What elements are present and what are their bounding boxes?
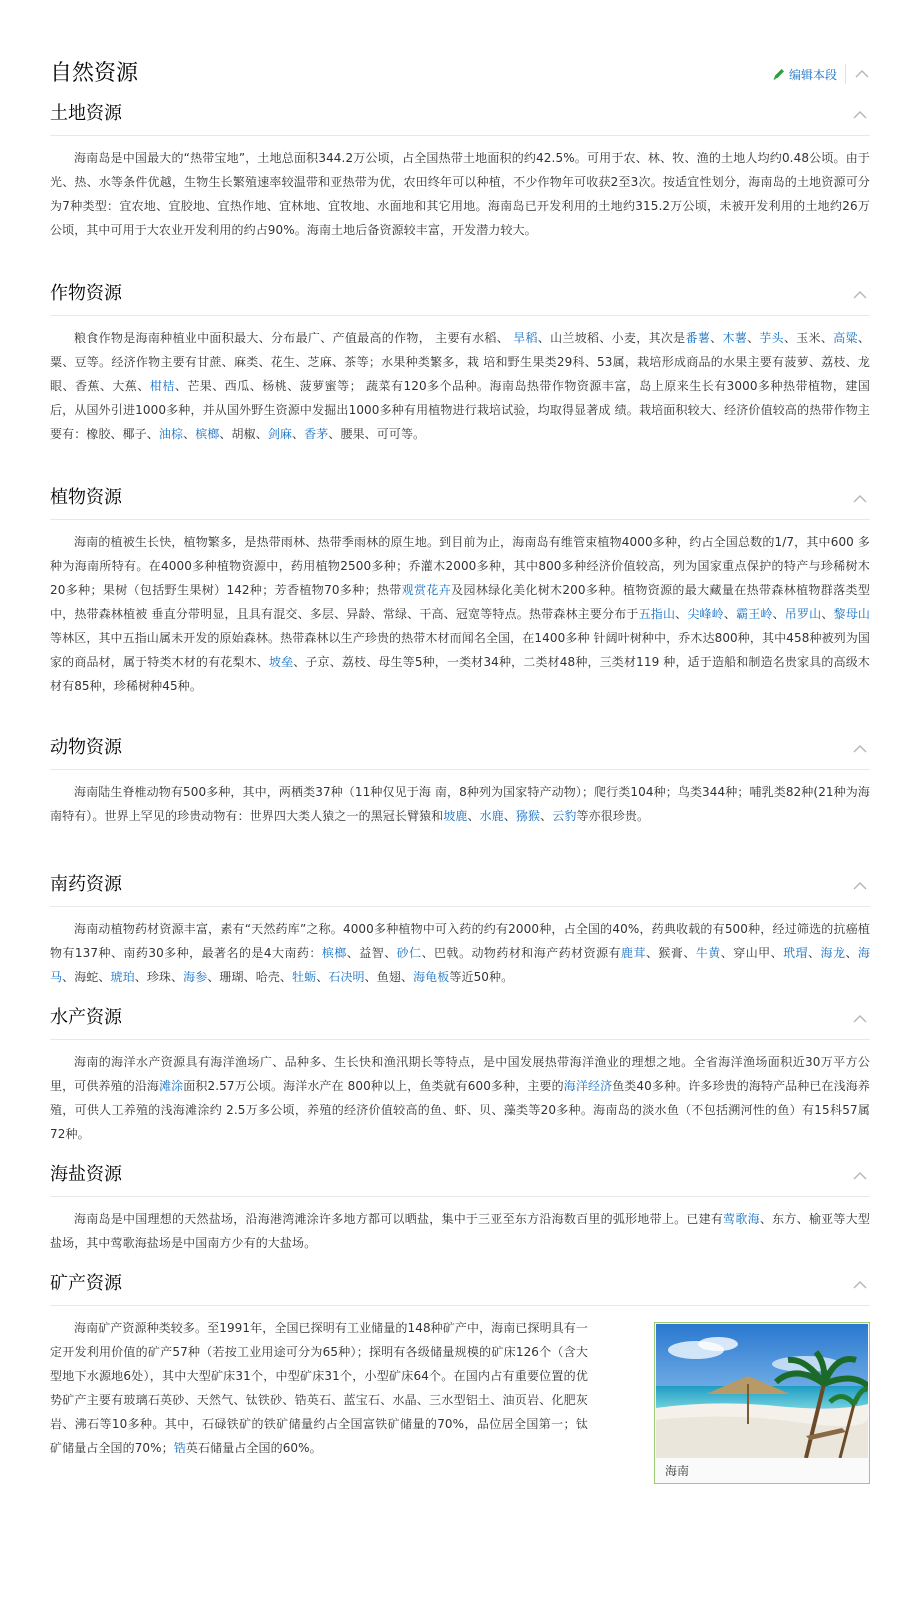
beach-photo[interactable]: [656, 1324, 868, 1458]
inline-link[interactable]: 柑桔: [149, 379, 175, 393]
collapse-chevron-up-icon[interactable]: [852, 1277, 868, 1293]
inline-link[interactable]: 牛黄: [695, 946, 721, 960]
paragraph-text: 鱼类40多种。许多珍贵的海特产品种已在浅海养殖，可供人工养殖的浅海滩涂约 2.5万多公顷，养殖的经济价值较高的鱼、虾、贝、藻类等20多种。海南岛的淡水鱼（不包括溯河性的鱼）有15科57属72种。: [50, 1079, 870, 1141]
paragraph-text: 粮食作物是海南种植业中面积最大、分布最广、产值最高的作物， 主要有水稻、: [74, 331, 514, 345]
paragraph-text: 海南陆生脊椎动物有500多种，其中，两栖类37种（11种仅见于海 南，8种列为国家特产动物）；爬行类104种；鸟类344种；哺乳类82种(21种为海 南特有）。世界上罕见的珍贵动物有：世界四大类人猿之一的黑冠长臂猿和: [50, 785, 870, 823]
page-title: 自然资源: [50, 61, 139, 86]
section-header: [50, 97, 870, 136]
paragraph-text: 面积2.57万公顷。海洋水产在 800种以上，鱼类就有600多种，主要的: [183, 1079, 564, 1093]
inline-link[interactable]: 木薯: [722, 331, 748, 345]
paragraph-text: 等亦很珍贵。: [576, 809, 650, 823]
inline-link[interactable]: 尖峰岭: [687, 607, 724, 621]
paragraph-text: 、: [747, 331, 760, 345]
paragraph-text: 海南岛是中国理想的天然盐场，沿海港湾滩涂许多地方都可以晒盐，集中于三亚至东方沿海数百里的弧形地带上。已建有: [74, 1212, 724, 1226]
inline-link[interactable]: 观赏花卉: [401, 583, 452, 597]
inline-link[interactable]: 油棕: [158, 427, 184, 441]
inline-link[interactable]: 滩涂: [159, 1079, 184, 1093]
section-paragraph: [50, 770, 870, 828]
inline-link[interactable]: 五指山: [638, 607, 676, 621]
image-caption: 海南: [665, 1464, 690, 1478]
section-minerals: [50, 1267, 870, 1484]
collapse-chevron-up-icon[interactable]: [852, 1168, 868, 1184]
paragraph-text: 、东方、榆亚等大型盐场，其中莺歌海盐场是中国南方少有的大盐场。: [50, 1212, 870, 1250]
paragraph-text: 、: [821, 607, 834, 621]
section-title: 南药资源: [50, 874, 122, 895]
section-medicine: [50, 868, 870, 989]
section-title: 矿产资源: [50, 1273, 122, 1294]
divider: [845, 64, 846, 84]
paragraph-text: 海南的植被生长快，植物繁多，是热带雨林、热带季雨林的原生地。到目前为止，海南岛有维管束植物4000多种，约占全国总数的1/7，其中600 多种为海南所特有。在4000多种植物资源中，药用植物2500多种；乔灌木2000多种，其中800多种经济价值较高，列为国家重点保护的特产与珍稀树木20多种；果树（包括野生果树）142种；芳香植物70多种；热带: [50, 535, 870, 597]
paragraph-text: 、珍珠、: [134, 970, 184, 984]
paragraph-text: 等林区，其中五指山属未开发的原始森林。热带森林以生产珍贵的热带木材而闻名全国，在1400多种 针阔叶树种中，乔木达800种，其中458种被列为国家的商品材，属于特类木材的有花梨木、: [50, 631, 870, 669]
section-paragraph: [50, 520, 870, 698]
collapse-chevron-up-icon[interactable]: [852, 1011, 868, 1027]
section-paragraph: [50, 316, 870, 446]
section-header: [50, 868, 870, 907]
collapse-chevron-up-icon[interactable]: [852, 491, 868, 507]
paragraph-text: 、: [292, 427, 305, 441]
inline-link[interactable]: 槟榔: [195, 427, 220, 441]
section-crops: [50, 277, 870, 446]
section-aquatic: [50, 1001, 870, 1146]
section-paragraph: [50, 907, 870, 989]
edit-group: [772, 63, 870, 85]
paragraph-text: 、腰果、可可等。: [328, 427, 426, 441]
paragraph-text: 、: [316, 970, 329, 984]
paragraph-text: 、玉米、: [784, 331, 834, 345]
paragraph-text: 、: [467, 809, 480, 823]
inline-link[interactable]: 莺歌海: [723, 1212, 760, 1226]
inline-link[interactable]: 猕猴: [515, 809, 541, 823]
inline-link[interactable]: 海龙: [820, 946, 846, 960]
section-header: [50, 1001, 870, 1040]
section-paragraph: [50, 1197, 870, 1255]
paragraph-text: 、: [772, 607, 785, 621]
inline-link[interactable]: 水鹿: [479, 809, 504, 823]
paragraph-text: 、珊瑚、哈壳、: [207, 970, 293, 984]
paragraph-text: 及园林绿化美化树木200多种。植物资源的最大藏量在热带森林植物群落类型中，热带森林植被 垂直分带明显，且具有混交、多层、异龄、常绿、干高、冠宽等特点。热带森林主要分布于: [50, 583, 870, 621]
inline-link[interactable]: 吊罗山: [784, 607, 822, 621]
collapse-chevron-up-icon[interactable]: [852, 107, 868, 123]
section-title: 植物资源: [50, 487, 122, 508]
paragraph-text: 、: [808, 946, 821, 960]
section-animals: [50, 731, 870, 828]
edit-section-label: 编辑本段: [788, 67, 837, 82]
section-header: [50, 481, 870, 520]
inline-link[interactable]: 云豹: [552, 809, 577, 823]
inline-link[interactable]: 坡垒: [268, 655, 294, 669]
paragraph-text: 、穿山甲、: [720, 946, 784, 960]
inline-link[interactable]: 琥珀: [110, 970, 135, 984]
collapse-chevron-up-icon[interactable]: [852, 741, 868, 757]
collapse-chevron-up-icon[interactable]: [852, 287, 868, 303]
inline-link[interactable]: 槟榔: [321, 946, 347, 960]
collapse-all-chevron-up-icon[interactable]: [854, 66, 870, 82]
paragraph-text: 、巴戟。动物药材和海产药材资源有: [421, 946, 622, 960]
inline-link[interactable]: 砂仁: [396, 946, 422, 960]
pencil-icon: [772, 67, 786, 81]
inline-link[interactable]: 香茅: [304, 427, 329, 441]
image-card[interactable]: [654, 1322, 870, 1484]
paragraph-text: 海南动植物药材资源丰富，素有“天然药库”之称。4000多种植物中可入药的约有2000种，占全国的40%，药典收载的有500种，经过筛选的抗癌植物有137种、南药30多种，最著名的是4大南药：: [50, 922, 870, 960]
section-header: [50, 1158, 870, 1197]
paragraph-text: 、: [675, 607, 688, 621]
paragraph-text: 、子京、荔枝、母生等5种，一类材34种，二类材48种，三类材119 种，适于造船和制造名贵家具的高级木材有85种，珍稀树种45种。: [50, 655, 870, 693]
main-header: [50, 56, 870, 92]
paragraph-text: 、胡椒、: [219, 427, 268, 441]
section-header: [50, 277, 870, 316]
inline-link[interactable]: 玳瑁: [783, 946, 809, 960]
inline-link[interactable]: 锆: [173, 1441, 186, 1455]
paragraph-text: 、: [710, 331, 723, 345]
paragraph-text: 、: [503, 809, 516, 823]
paragraph-text: 、山兰坡稻、小麦，其次是: [537, 331, 686, 345]
paragraph-text: 、鱼翅、: [364, 970, 414, 984]
inline-link[interactable]: 高粱: [833, 331, 858, 345]
section-plants: [50, 481, 870, 698]
paragraph-text: 、: [845, 946, 858, 960]
section-header: [50, 1267, 870, 1306]
paragraph-text: 、芒果、西瓜、杨桃、菠萝蜜等； 蔬菜有120多个品种。海南岛热带作物资源丰富，岛上原来生长有3000多种热带植物，建国后，从国外引进1000多种，并从国外野生资源中发掘出1000多种有用植物进行栽培试验，均取得显著成 绩。栽培面积较大、经济价值较高的热带作物主要有：橡胶、椰子、: [50, 379, 870, 441]
paragraph-text: 英石储量占全国的60%。: [185, 1441, 322, 1455]
paragraph-text: 、猴膏、: [645, 946, 696, 960]
paragraph-text: 海南矿产资源种类较多。至1991年，全国已探明有工业储量的148种矿产中，海南已探明具有一定开发利用价值的矿产57种（若按工业用途可分为65种）；探明有各级储量规模的矿床126个（含大型地下水源地6处），其中大型矿床31个，中型矿床31个，小型矿床64个。在国内占有重要位置的优势矿产主要有玻璃石英砂、天然气、钛铁砂、锆英石、蓝宝石、水晶、三水型铝土、油页岩、化肥灰岩、沸石等10多种。其中，石碌铁矿的铁矿储量约占全国富铁矿储量的70%，品位居全国第一；钛矿储量占全国的70%；: [50, 1321, 588, 1455]
section-title: 动物资源: [50, 737, 122, 758]
section-title: 水产资源: [50, 1007, 122, 1028]
section-land: [50, 97, 870, 242]
inline-link[interactable]: 番薯: [685, 331, 711, 345]
section-title: 作物资源: [50, 283, 122, 304]
paragraph-text: 、海蛇、: [62, 970, 111, 984]
inline-link[interactable]: 海马: [50, 946, 871, 984]
section-title: 海盐资源: [50, 1164, 122, 1185]
inline-link[interactable]: 旱稻: [513, 331, 538, 345]
inline-link[interactable]: 霸王岭: [736, 607, 773, 621]
inline-link[interactable]: 鹿茸: [621, 946, 646, 960]
section-title: 土地资源: [50, 103, 122, 124]
paragraph-text: 、: [183, 427, 196, 441]
inline-link[interactable]: 剑麻: [267, 427, 293, 441]
inline-link[interactable]: 海洋经济: [563, 1079, 613, 1093]
inline-link[interactable]: 海龟板: [413, 970, 450, 984]
paragraph-text: 、: [723, 607, 737, 621]
paragraph-text: 等近50种。: [449, 970, 514, 984]
paragraph-text: 海南岛是中国最大的“热带宝地”，土地总面积344.2万公顷，占全国热带土地面积的约42.5%。可用于农、林、牧、渔的土地人均约0.48公顷。由于光、热、水等条件优越，生物生长繁殖速率较温带和亚热带为优，农田终年可以种植，不少作物年可收获2至3次。按适宜性划分，海南岛的土地资源可分为7种类型：宜农地、宜胶地、宜热作地、宜林地、宜牧地、水面地和其它用地。海南岛已开发利用的土地约315.2万公顷，未被开发利用的土地约26万公顷，其中可用于大农业开发利用的约占90%。海南土地后备资源较丰富，开发潜力较大。: [50, 151, 870, 237]
section-paragraph: [50, 1306, 588, 1460]
paragraph-text: 海南的海洋水产资源具有海洋渔场广、品种多、生长快和渔汛期长等特点，是中国发展热带海洋渔业的理想之地。全省海洋渔场面积近30万平方公里，可供养殖的沿海: [50, 1055, 870, 1093]
inline-link[interactable]: 坡鹿: [443, 809, 468, 823]
paragraph-text: 、益智、: [346, 946, 397, 960]
inline-link[interactable]: 牡蛎: [292, 970, 317, 984]
inline-link[interactable]: 黎母山: [833, 607, 870, 621]
inline-link[interactable]: 石决明: [328, 970, 365, 984]
section-paragraph: [50, 136, 870, 242]
section-header: [50, 731, 870, 770]
collapse-chevron-up-icon[interactable]: [852, 878, 868, 894]
paragraph-text: 、粟、豆等。经济作物主要有甘蔗、麻类、花生、芝麻、茶等；水果种类繁多，栽 培和野生果类29科、53属，栽培形成商品的水果主要有菠萝、荔枝、龙眼、香蕉、大蕉、: [50, 331, 870, 393]
inline-link[interactable]: 海参: [183, 970, 208, 984]
paragraph-text: 、: [540, 809, 553, 823]
section-salt: [50, 1158, 870, 1255]
edit-section-button[interactable]: [772, 66, 837, 83]
section-paragraph: [50, 1040, 870, 1146]
inline-link[interactable]: 芋头: [759, 331, 784, 345]
